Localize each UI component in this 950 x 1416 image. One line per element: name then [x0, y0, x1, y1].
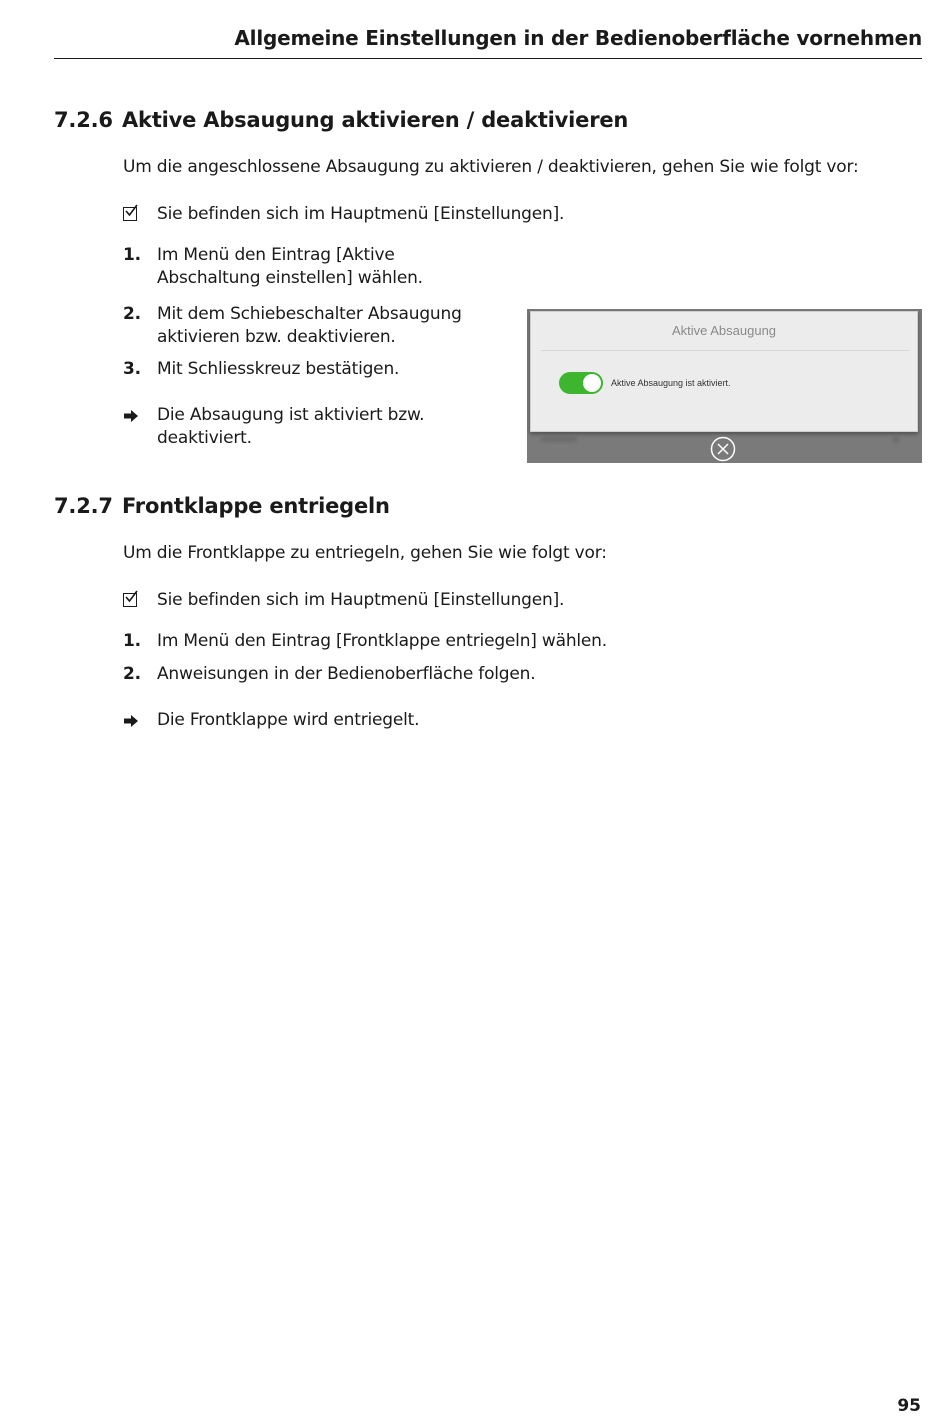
toggle-knob — [583, 374, 601, 392]
section-heading — [54, 108, 628, 132]
section-heading — [54, 494, 390, 518]
divider — [541, 350, 909, 351]
arrow-right-icon — [123, 709, 153, 732]
step-text: Mit Schliesskreuz bestätigen. — [157, 359, 400, 379]
step-text: Anweisungen in der Bedienoberfläche folgen. — [157, 664, 536, 684]
toggle-label: Aktive Absaugung ist aktiviert. — [611, 378, 731, 388]
result-text: Die Frontklappe wird entriegelt. — [157, 710, 420, 730]
step-number: 1. — [123, 245, 141, 265]
precondition-text: Sie befinden sich im Hauptmenü [Einstellungen]. — [157, 204, 565, 224]
blurred-background-item — [893, 435, 899, 443]
blurred-background-item — [541, 436, 577, 442]
section-title: Frontklappe entriegeln — [122, 494, 390, 518]
arrow-right-icon — [123, 404, 153, 427]
result-text: Die Absaugung ist aktiviert bzw. deaktiviert. — [157, 405, 425, 448]
step-text: Im Menü den Eintrag [Aktive Abschaltung einstellen] wählen. — [157, 245, 423, 288]
intro-paragraph: Um die angeschlossene Absaugung zu aktivieren / deaktivieren, gehen Sie wie folgt vor: — [123, 157, 859, 177]
checkbox-icon — [123, 203, 153, 226]
section-title: Aktive Absaugung aktivieren / deaktivieren — [122, 108, 629, 132]
header-title: Allgemeine Einstellungen in der Bedienoberfläche vornehmen — [234, 26, 922, 50]
intro-paragraph: Um die Frontklappe zu entriegeln, gehen Sie wie folgt vor: — [123, 543, 607, 563]
dialog-title: Aktive Absaugung — [671, 323, 777, 338]
section-number: 7.2.6 — [54, 108, 113, 132]
page-number: 95 — [897, 1396, 921, 1416]
ui-screenshot — [527, 309, 922, 463]
step-number: 1. — [123, 631, 141, 651]
precondition-text: Sie befinden sich im Hauptmenü [Einstellungen]. — [157, 590, 565, 610]
step-text: Mit dem Schiebeschalter Absaugung aktivieren bzw. deaktivieren. — [157, 304, 462, 347]
step-number: 2. — [123, 304, 141, 324]
step-text: Im Menü den Eintrag [Frontklappe entriegeln] wählen. — [157, 631, 607, 651]
absaugung-toggle[interactable] — [559, 372, 603, 394]
step-number: 3. — [123, 359, 141, 379]
running-header — [54, 26, 922, 59]
step-number: 2. — [123, 664, 141, 684]
close-icon[interactable] — [710, 436, 736, 463]
checkbox-icon — [123, 589, 153, 612]
settings-dialog — [530, 311, 918, 432]
section-number: 7.2.7 — [54, 494, 113, 518]
